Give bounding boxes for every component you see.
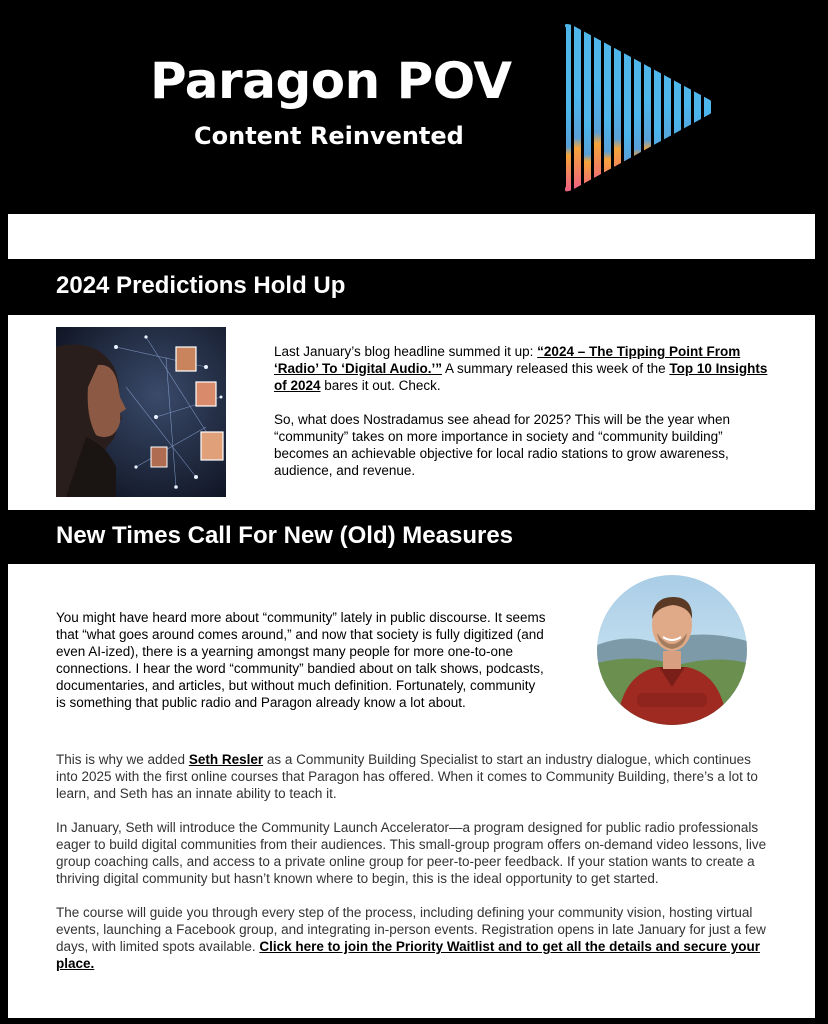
logo-bar-top xyxy=(584,22,591,122)
text-span: as a Community Building Specialist to start an industry dialogue, which continues into 2025 with the first online courses that Paragon has offered. When it comes to Community Building, there’s a lot to learn, and Seth has an innate ability to teach it. xyxy=(56,752,758,801)
text-span: bares it out. Check. xyxy=(320,378,441,393)
logo-bar-bottom xyxy=(624,132,631,194)
play-waveform-logo-icon xyxy=(558,22,718,194)
logo-bar-bottom xyxy=(594,82,601,194)
ai-network-face-image xyxy=(56,327,226,497)
text-span: A summary released this week of the xyxy=(442,361,670,376)
logo-bar-top xyxy=(574,22,581,92)
section2-intro-paragraph: You might have heard more about “community” lately in public discourse. It seems that “what goes around comes around,” and now that society is fully digitized (and even AI-ized), there is a yearning amongst many people for more one-to-one connections. I hear the word “community” bandied about on talk shows, podcasts, documentaries, and articles, but without much definition. Fortunately, community is something that public radio and Paragon already know a lot about. xyxy=(56,610,546,710)
logo-bar-bottom xyxy=(674,118,681,194)
logo-bar-top xyxy=(604,22,611,117)
logo-bar-bottom xyxy=(604,117,611,194)
logo-bar-top xyxy=(684,22,691,100)
section1-paragraph-1 xyxy=(274,343,774,394)
logo-bar-bottom xyxy=(704,106,711,194)
logo-bar-bottom xyxy=(644,96,651,194)
section-heading-bar xyxy=(0,259,828,315)
logo-bar-top xyxy=(664,22,671,104)
logo-bar-bottom xyxy=(634,112,641,194)
seth-resler-link[interactable]: Seth Resler xyxy=(188,752,264,767)
logo-bar-top xyxy=(624,22,631,132)
logo-bar-bottom xyxy=(574,92,581,194)
logo-bar-bottom xyxy=(614,94,621,194)
logo-bar-top xyxy=(644,22,651,96)
footer-edge xyxy=(0,1018,828,1024)
section2-body xyxy=(56,751,774,989)
section1-text xyxy=(274,343,774,496)
logo-bar-top xyxy=(704,22,711,106)
section2-panel xyxy=(8,564,815,1018)
section2-paragraph-4 xyxy=(56,904,774,972)
section2-paragraph-3: In January, Seth will introduce the Community Launch Accelerator—a program designed for public radio professionals eager to build digital communities from their audiences. This small-group program offers on-demand video lessons, live group coaching calls, and access to a private online group for peer-to-peer feedback. If your station wants to create a thriving digital community but hasn’t known where to begin, this is the ideal opportunity to get started. xyxy=(56,820,767,886)
text-span: This is why we added xyxy=(56,752,189,767)
logo-bar-bottom xyxy=(664,104,671,194)
section1-heading: 2024 Predictions Hold Up xyxy=(56,272,346,299)
logo-bar-top xyxy=(674,22,681,118)
logo-bar-bottom xyxy=(564,108,571,194)
logo-bar-top xyxy=(564,22,571,108)
section1-panel xyxy=(8,315,815,510)
top-10-insights-link[interactable]: Top 10 Insights of 2024 xyxy=(274,361,768,393)
text-span: Last January’s blog headline summed it up: xyxy=(274,344,538,359)
brand-subtitle: Content Reinvented xyxy=(194,122,464,150)
logo-bar-top xyxy=(634,22,641,112)
text-span: The course will guide you through every step of the process, including defining your community vision, hosting virtual events, launching a Facebook group, and integrating in-person events. Registration opens in late January for just a few days, with limited spots available. xyxy=(56,905,766,954)
section-heading-bar xyxy=(0,510,828,564)
logo-bar-bottom xyxy=(654,126,661,194)
logo-bar-top xyxy=(654,22,661,126)
priority-waitlist-link[interactable]: Click here to join the Priority Waitlist and to get all the details and secure your place. xyxy=(56,939,760,971)
section1-paragraph-2: So, what does Nostradamus see ahead for 2025? This will be the year when “community” takes on more importance in society and “community building” becomes an achievable objective for local radio stations to grow awareness, audience, and revenue. xyxy=(274,412,731,478)
logo-bar-bottom xyxy=(584,122,591,194)
newsletter-header xyxy=(0,0,828,214)
logo-bar-bottom xyxy=(684,100,691,194)
tipping-point-blog-link[interactable]: “2024 – The Tipping Point From ‘Radio’ To ‘Digital Audio.’” xyxy=(274,344,741,376)
brand-title: Paragon POV xyxy=(150,52,512,110)
spacer-band xyxy=(8,214,815,259)
logo-bar-top xyxy=(614,22,621,94)
section2-paragraph-2 xyxy=(56,751,774,802)
section2-heading: New Times Call For New (Old) Measures xyxy=(56,522,514,549)
seth-resler-portrait-image xyxy=(597,575,747,725)
logo-bar-top xyxy=(594,22,601,82)
logo-bar-top xyxy=(694,22,701,110)
logo-bar-bottom xyxy=(694,110,701,194)
